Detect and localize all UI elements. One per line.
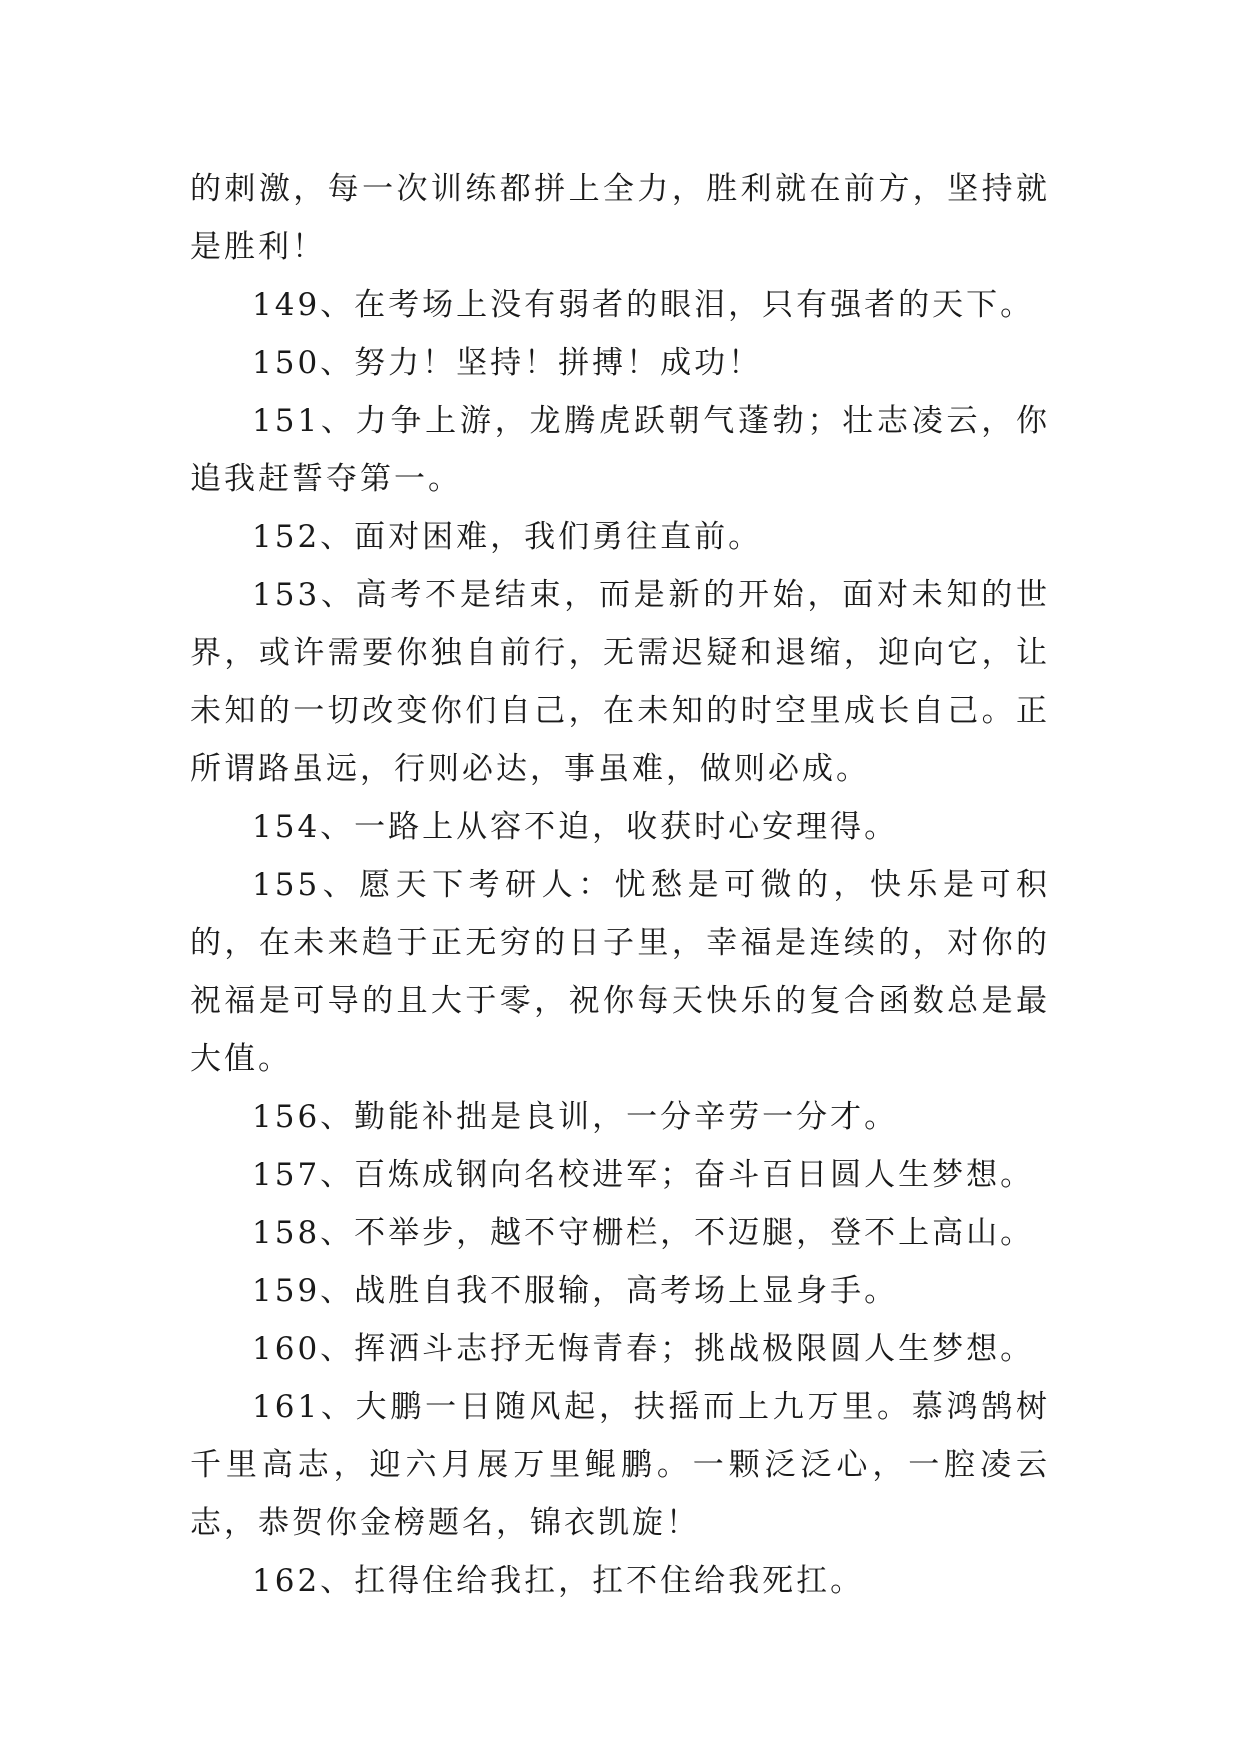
paragraph-item-160: 160、挥洒斗志抒无悔青春；挑战极限圆人生梦想。 [252, 1331, 1035, 1367]
paragraph-item-162: 162、扛得住给我扛，扛不住给我死扛。 [252, 1563, 865, 1599]
paragraph-item-152: 152、面对困难，我们勇往直前。 [252, 519, 763, 555]
paragraph-item-156: 156、勤能补拙是良训，一分辛劳一分才。 [252, 1099, 899, 1135]
paragraph-item-161: 161、大鹏一日随风起，扶摇而上九万里。慕鸿鹄树千里高志，迎六月展万里鲲鹏。一颗泛泛心，一腔凌云志，恭贺你金榜题名，锦衣凯旋！ [190, 1389, 1050, 1541]
paragraph-item-150: 150、努力！坚持！拼搏！成功！ [252, 345, 763, 381]
paragraph-item-153: 153、高考不是结束，而是新的开始，面对未知的世界，或许需要你独自前行，无需迟疑和退缩，迎向它，让未知的一切改变你们自己，在未知的时空里成长自己。正所谓路虽远，行则必达，事虽难，做则必成。 [190, 577, 1050, 787]
paragraph-item-155: 155、愿天下考研人：忧愁是可微的，快乐是可积的，在未来趋于正无穷的日子里，幸福是连续的，对你的祝福是可导的且大于零，祝你每天快乐的复合函数总是最大值。 [190, 867, 1050, 1077]
paragraph-item-149: 149、在考场上没有弱者的眼泪，只有强者的天下。 [252, 287, 1035, 323]
paragraph-item-158: 158、不举步，越不守栅栏，不迈腿，登不上高山。 [252, 1215, 1035, 1251]
paragraph-continuation: 的刺激，每一次训练都拼上全力，胜利就在前方，坚持就是胜利！ [190, 171, 1050, 265]
paragraph-item-154: 154、一路上从容不迫，收获时心安理得。 [252, 809, 899, 845]
paragraph-item-159: 159、战胜自我不服输，高考场上显身手。 [252, 1273, 899, 1309]
document-body [190, 160, 1050, 1610]
paragraph-item-157: 157、百炼成钢向名校进军；奋斗百日圆人生梦想。 [252, 1157, 1035, 1193]
paragraph-item-151: 151、力争上游，龙腾虎跃朝气蓬勃；壮志凌云，你追我赶誓夺第一。 [190, 403, 1050, 497]
